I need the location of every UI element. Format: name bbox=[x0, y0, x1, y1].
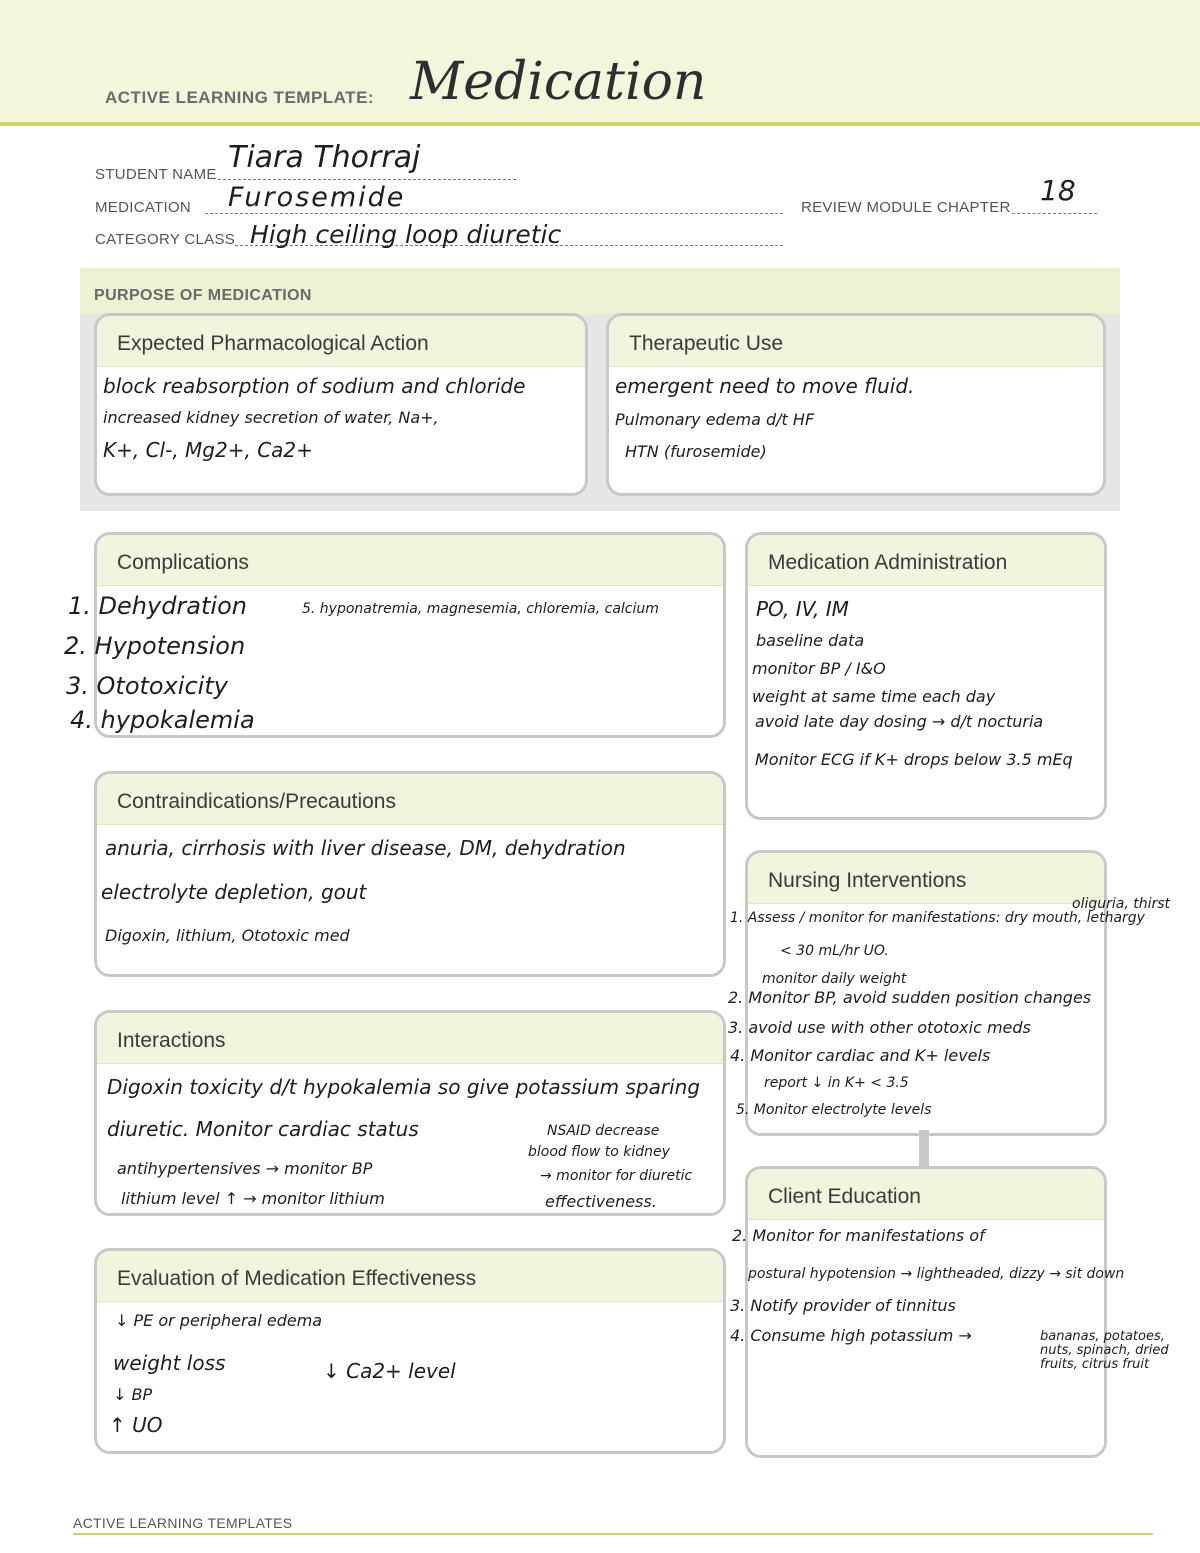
nursing-head bbox=[748, 853, 1104, 904]
complications-title: Complications bbox=[117, 551, 249, 574]
med-admin-line: weight at same time each day bbox=[752, 687, 996, 706]
client-ed-line: 2. Monitor for manifestations of bbox=[732, 1226, 985, 1245]
pharm-action-line: block reabsorption of sodium and chloride bbox=[103, 374, 526, 398]
nursing-line: 4. Monitor cardiac and K+ levels bbox=[730, 1046, 991, 1065]
client-ed-line: 3. Notify provider of tinnitus bbox=[730, 1296, 956, 1315]
med-admin-line: avoid late day dosing → d/t nocturia bbox=[755, 712, 1044, 731]
evaluation-line: ↓ PE or peripheral edema bbox=[115, 1311, 323, 1330]
evaluation-head bbox=[97, 1251, 723, 1302]
evaluation-card bbox=[94, 1248, 726, 1454]
category-class-value[interactable]: High ceiling loop diuretic bbox=[250, 220, 562, 249]
nursing-line: monitor daily weight bbox=[762, 971, 907, 987]
contraindications-card bbox=[94, 771, 726, 977]
evaluation-extra: ↓ Ca2+ level bbox=[323, 1359, 456, 1383]
med-admin-title: Medication Administration bbox=[768, 551, 1008, 574]
med-admin-line: baseline data bbox=[756, 631, 865, 650]
review-chapter-underline bbox=[1012, 213, 1097, 214]
client-ed-title: Client Education bbox=[768, 1185, 921, 1208]
nursing-line: 3. avoid use with other ototoxic meds bbox=[728, 1018, 1031, 1037]
template-title: Medication bbox=[410, 52, 707, 112]
interactions-note: NSAID decrease bbox=[547, 1123, 660, 1139]
review-chapter-label: REVIEW MODULE CHAPTER bbox=[801, 199, 1011, 216]
header-rule bbox=[0, 122, 1200, 126]
nursing-line: 1. Assess / monitor for manifestations: dry mouth, lethargy bbox=[730, 910, 1145, 926]
student-name-label: STUDENT NAME bbox=[95, 166, 217, 183]
therapeutic-use-line: Pulmonary edema d/t HF bbox=[615, 410, 815, 429]
medication-label: MEDICATION bbox=[95, 199, 192, 216]
pharm-action-card bbox=[94, 313, 588, 496]
nursing-title: Nursing Interventions bbox=[768, 869, 967, 892]
evaluation-line: ↓ BP bbox=[113, 1385, 153, 1404]
interactions-line: diuretic. Monitor cardiac status bbox=[107, 1117, 419, 1141]
category-class-label: CATEGORY CLASS bbox=[95, 231, 236, 248]
contraindications-line: anuria, cirrhosis with liver disease, DM, dehydration bbox=[105, 836, 626, 860]
therapeutic-use-head bbox=[609, 316, 1103, 367]
med-admin-line: monitor BP / I&O bbox=[752, 659, 886, 678]
therapeutic-use-line: emergent need to move fluid. bbox=[615, 374, 915, 398]
client-ed-line: postural hypotension → lightheaded, dizzy → sit down bbox=[748, 1266, 1125, 1282]
interactions-note: effectiveness. bbox=[545, 1192, 657, 1211]
med-admin-line: Monitor ECG if K+ drops below 3.5 mEq bbox=[755, 750, 1073, 769]
interactions-head bbox=[97, 1013, 723, 1064]
medication-underline bbox=[205, 213, 783, 214]
nursing-line: 5. Monitor electrolyte levels bbox=[736, 1102, 932, 1118]
complication-item: 4. hypokalemia bbox=[70, 706, 255, 734]
pharm-action-line: K+, Cl-, Mg2+, Ca2+ bbox=[103, 438, 313, 462]
interactions-line: antihypertensives → monitor BP bbox=[117, 1159, 373, 1178]
client-ed-head bbox=[748, 1169, 1104, 1220]
interactions-line: lithium level ↑ → monitor lithium bbox=[121, 1189, 385, 1208]
complications-extra: 5. hyponatremia, magnesemia, chloremia, calcium bbox=[302, 601, 659, 617]
pharm-action-head bbox=[97, 316, 585, 367]
nursing-line: report ↓ in K+ < 3.5 bbox=[764, 1075, 909, 1091]
complications-head bbox=[97, 535, 723, 586]
contraindications-head bbox=[97, 774, 723, 825]
pharm-action-title: Expected Pharmacological Action bbox=[117, 332, 429, 355]
therapeutic-use-title: Therapeutic Use bbox=[629, 332, 784, 355]
evaluation-line: ↑ UO bbox=[109, 1413, 163, 1437]
contraindications-title: Contraindications/Precautions bbox=[117, 790, 396, 813]
student-name-value[interactable]: Tiara Thorraj bbox=[228, 140, 421, 175]
student-name-underline bbox=[218, 179, 516, 180]
therapeutic-use-card bbox=[606, 313, 1106, 496]
pharm-action-line: increased kidney secretion of water, Na+, bbox=[103, 408, 439, 427]
review-chapter-value[interactable]: 18 bbox=[1040, 174, 1076, 207]
med-admin-card bbox=[745, 532, 1107, 820]
interactions-line: Digoxin toxicity d/t hypokalemia so give potassium sparing bbox=[107, 1075, 701, 1099]
complication-item: 1. Dehydration bbox=[68, 592, 247, 620]
footer-rule bbox=[73, 1533, 1153, 1535]
contraindications-line: Digoxin, lithium, Ototoxic med bbox=[105, 926, 350, 945]
client-ed-foods: bananas, potatoes, nuts, spinach, dried fruits, citrus fruit bbox=[1040, 1329, 1169, 1372]
med-admin-head bbox=[748, 535, 1104, 586]
interactions-note: → monitor for diuretic bbox=[540, 1168, 693, 1184]
interactions-note: blood flow to kidney bbox=[528, 1144, 670, 1160]
nursing-line: 2. Monitor BP, avoid sudden position changes bbox=[728, 988, 1092, 1007]
nursing-note: oliguria, thirst bbox=[1072, 896, 1171, 912]
evaluation-title: Evaluation of Medication Effectiveness bbox=[117, 1267, 477, 1290]
complication-item: 3. Ototoxicity bbox=[66, 672, 228, 700]
evaluation-line: weight loss bbox=[113, 1351, 226, 1375]
footer-text: ACTIVE LEARNING TEMPLATES bbox=[73, 1515, 293, 1531]
interactions-card bbox=[94, 1010, 726, 1216]
interactions-title: Interactions bbox=[117, 1029, 226, 1052]
complication-item: 2. Hypotension bbox=[64, 632, 246, 660]
client-ed-line: 4. Consume high potassium → bbox=[730, 1326, 972, 1345]
med-admin-line: PO, IV, IM bbox=[756, 597, 849, 621]
contraindications-line: electrolyte depletion, gout bbox=[101, 880, 367, 904]
nursing-client-connector bbox=[919, 1130, 929, 1168]
template-label: ACTIVE LEARNING TEMPLATE: bbox=[105, 88, 375, 107]
medication-value[interactable]: Furosemide bbox=[228, 182, 406, 213]
purpose-label: PURPOSE OF MEDICATION bbox=[94, 287, 312, 304]
nursing-line: < 30 mL/hr UO. bbox=[780, 943, 889, 959]
therapeutic-use-line: HTN (furosemide) bbox=[625, 442, 767, 461]
